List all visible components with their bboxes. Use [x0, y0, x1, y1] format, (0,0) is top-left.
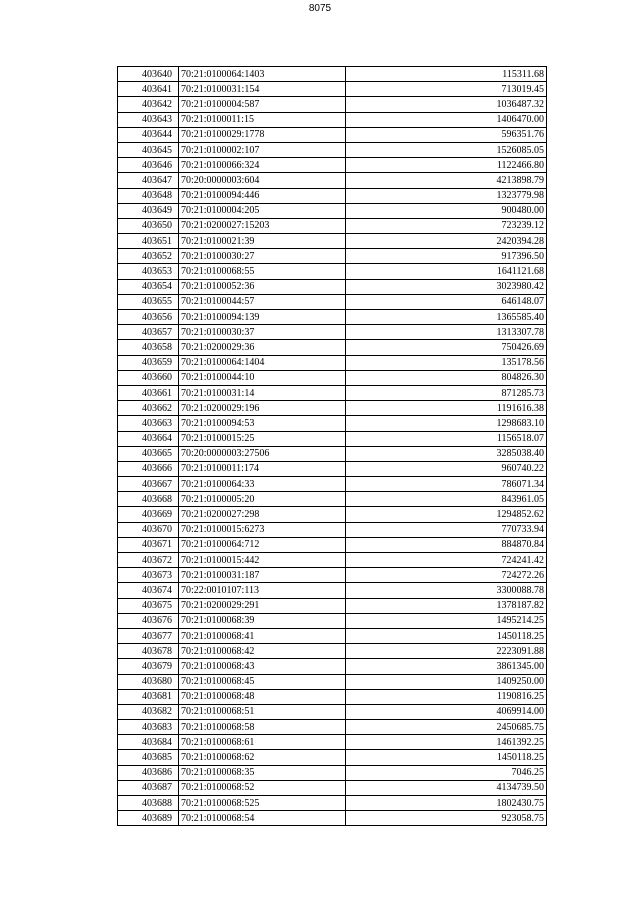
cadastral-number: 70:21:0100004:205 [179, 203, 346, 218]
cadastral-value: 1406470.00 [346, 112, 547, 127]
cadastral-number: 70:21:0100068:42 [179, 644, 346, 659]
cadastral-number: 70:21:0100015:25 [179, 431, 346, 446]
table-row [118, 674, 547, 689]
cadastral-value: 1323779.98 [346, 188, 547, 203]
table-row [118, 158, 547, 173]
row-number: 403680 [118, 674, 179, 689]
cadastral-number: 70:21:0100068:35 [179, 765, 346, 780]
cadastral-value: 1365585.40 [346, 310, 547, 325]
cadastral-number: 70:21:0100068:48 [179, 689, 346, 704]
cadastral-number: 70:21:0100064:33 [179, 477, 346, 492]
row-number: 403676 [118, 613, 179, 628]
cadastral-number: 70:21:0100068:61 [179, 735, 346, 750]
cadastral-value: 1378187.82 [346, 598, 547, 613]
cadastral-number: 70:21:0100011:15 [179, 112, 346, 127]
cadastral-value: 1190816.25 [346, 689, 547, 704]
row-number: 403659 [118, 355, 179, 370]
row-number: 403688 [118, 796, 179, 811]
page-number: 8075 [308, 3, 332, 14]
cadastral-value: 884870.84 [346, 537, 547, 552]
table-row [118, 583, 547, 598]
table-row [118, 310, 547, 325]
table-row [118, 492, 547, 507]
row-number: 403662 [118, 401, 179, 416]
cadastral-number: 70:22:0010107:113 [179, 583, 346, 598]
row-number: 403653 [118, 264, 179, 279]
table-row [118, 355, 547, 370]
table-row [118, 325, 547, 340]
cadastral-value: 7046.25 [346, 765, 547, 780]
cadastral-number: 70:21:0100068:58 [179, 720, 346, 735]
cadastral-number: 70:21:0100029:1778 [179, 127, 346, 142]
cadastral-value: 1122466.80 [346, 158, 547, 173]
table-row [118, 340, 547, 355]
table-row [118, 127, 547, 142]
row-number: 403689 [118, 811, 179, 826]
cadastral-value: 115311.68 [346, 67, 547, 82]
table-row [118, 750, 547, 765]
row-number: 403642 [118, 97, 179, 112]
row-number: 403668 [118, 492, 179, 507]
cadastral-value: 786071.34 [346, 477, 547, 492]
table-row [118, 249, 547, 264]
cadastral-number: 70:21:0100064:712 [179, 537, 346, 552]
table-row [118, 294, 547, 309]
row-number: 403685 [118, 750, 179, 765]
cadastral-value: 3023980.42 [346, 279, 547, 294]
cadastral-number: 70:21:0100068:41 [179, 628, 346, 643]
cadastral-value: 1450118.25 [346, 628, 547, 643]
table-row [118, 416, 547, 431]
row-number: 403673 [118, 568, 179, 583]
table-row [118, 811, 547, 826]
cadastral-value: 1191616.38 [346, 401, 547, 416]
table-row [118, 659, 547, 674]
row-number: 403652 [118, 249, 179, 264]
cadastral-number: 70:21:0100030:27 [179, 249, 346, 264]
table-row [118, 385, 547, 400]
cadastral-number: 70:20:0000003:604 [179, 173, 346, 188]
cadastral-number: 70:21:0100031:14 [179, 385, 346, 400]
cadastral-value: 1409250.00 [346, 674, 547, 689]
table-row [118, 431, 547, 446]
row-number: 403655 [118, 294, 179, 309]
cadastral-value: 724241.42 [346, 553, 547, 568]
cadastral-number: 70:21:0200029:196 [179, 401, 346, 416]
table-row [118, 796, 547, 811]
cadastral-value: 1526085.05 [346, 142, 547, 157]
row-number: 403684 [118, 735, 179, 750]
cadastral-value: 646148.07 [346, 294, 547, 309]
cadastral-value: 3285038.40 [346, 446, 547, 461]
cadastral-number: 70:21:0100066:324 [179, 158, 346, 173]
cadastral-number: 70:21:0100011:174 [179, 461, 346, 476]
table-row [118, 598, 547, 613]
cadastral-number: 70:21:0200029:36 [179, 340, 346, 355]
cadastral-number: 70:20:0000003:27506 [179, 446, 346, 461]
cadastral-value: 1461392.25 [346, 735, 547, 750]
cadastral-number: 70:21:0100004:587 [179, 97, 346, 112]
table-row [118, 720, 547, 735]
table-row [118, 553, 547, 568]
row-number: 403649 [118, 203, 179, 218]
cadastral-number: 70:21:0100044:10 [179, 370, 346, 385]
cadastral-value: 596351.76 [346, 127, 547, 142]
cadastral-number: 70:21:0100005:20 [179, 492, 346, 507]
row-number: 403647 [118, 173, 179, 188]
cadastral-number: 70:21:0100031:154 [179, 82, 346, 97]
cadastral-value: 871285.73 [346, 385, 547, 400]
table-row [118, 67, 547, 82]
cadastral-number: 70:21:0100068:54 [179, 811, 346, 826]
cadastral-number: 70:21:0100094:53 [179, 416, 346, 431]
cadastral-number: 70:21:0100064:1404 [179, 355, 346, 370]
cadastral-value: 713019.45 [346, 82, 547, 97]
row-number: 403687 [118, 780, 179, 795]
cadastral-value: 1641121.68 [346, 264, 547, 279]
cadastral-value: 2420394.28 [346, 234, 547, 249]
row-number: 403661 [118, 385, 179, 400]
row-number: 403671 [118, 537, 179, 552]
row-number: 403640 [118, 67, 179, 82]
table-row [118, 689, 547, 704]
row-number: 403654 [118, 279, 179, 294]
cadastral-number: 70:21:0200029:291 [179, 598, 346, 613]
row-number: 403651 [118, 234, 179, 249]
table-row [118, 644, 547, 659]
cadastral-number: 70:21:0100068:45 [179, 674, 346, 689]
cadastral-value: 2450685.75 [346, 720, 547, 735]
row-number: 403664 [118, 431, 179, 446]
table-body [118, 67, 547, 826]
row-number: 403650 [118, 218, 179, 233]
table-row [118, 279, 547, 294]
cadastral-number: 70:21:0200027:15203 [179, 218, 346, 233]
cadastral-number: 70:21:0100068:43 [179, 659, 346, 674]
table-row [118, 507, 547, 522]
cadastral-value: 1450118.25 [346, 750, 547, 765]
cadastral-value: 4134739.50 [346, 780, 547, 795]
cadastral-value: 1156518.07 [346, 431, 547, 446]
cadastral-number: 70:21:0100030:37 [179, 325, 346, 340]
row-number: 403645 [118, 142, 179, 157]
row-number: 403648 [118, 188, 179, 203]
cadastral-value: 960740.22 [346, 461, 547, 476]
row-number: 403679 [118, 659, 179, 674]
table-row [118, 188, 547, 203]
cadastral-number: 70:21:0100052:36 [179, 279, 346, 294]
cadastral-number: 70:21:0100031:187 [179, 568, 346, 583]
row-number: 403663 [118, 416, 179, 431]
table-row [118, 82, 547, 97]
row-number: 403656 [118, 310, 179, 325]
table-row [118, 142, 547, 157]
cadastral-value: 770733.94 [346, 522, 547, 537]
cadastral-value: 804826.30 [346, 370, 547, 385]
table-row [118, 446, 547, 461]
cadastral-value: 724272.26 [346, 568, 547, 583]
table-row [118, 97, 547, 112]
cadastral-number: 70:21:0100068:39 [179, 613, 346, 628]
cadastral-value: 750426.69 [346, 340, 547, 355]
cadastral-value: 135178.56 [346, 355, 547, 370]
cadastral-number: 70:21:0100068:52 [179, 780, 346, 795]
cadastral-value: 4213898.79 [346, 173, 547, 188]
cadastral-number: 70:21:0100068:525 [179, 796, 346, 811]
cadastral-value: 1495214.25 [346, 613, 547, 628]
cadastral-number: 70:21:0100068:55 [179, 264, 346, 279]
cadastral-value: 1802430.75 [346, 796, 547, 811]
cadastral-number: 70:21:0100021:39 [179, 234, 346, 249]
row-number: 403677 [118, 628, 179, 643]
row-number: 403669 [118, 507, 179, 522]
table-row [118, 735, 547, 750]
row-number: 403657 [118, 325, 179, 340]
table-row [118, 173, 547, 188]
cadastral-number: 70:21:0200027:298 [179, 507, 346, 522]
row-number: 403683 [118, 720, 179, 735]
table-row [118, 218, 547, 233]
cadastral-value: 1294852.62 [346, 507, 547, 522]
cadastral-number: 70:21:0100044:57 [179, 294, 346, 309]
table-row [118, 477, 547, 492]
table-row [118, 613, 547, 628]
row-number: 403686 [118, 765, 179, 780]
row-number: 403660 [118, 370, 179, 385]
cadastral-value: 900480.00 [346, 203, 547, 218]
row-number: 403674 [118, 583, 179, 598]
cadastral-number: 70:21:0100068:62 [179, 750, 346, 765]
table-row [118, 537, 547, 552]
table-row [118, 522, 547, 537]
cadastral-value-table [117, 66, 547, 826]
cadastral-number: 70:21:0100015:442 [179, 553, 346, 568]
table-row [118, 704, 547, 719]
cadastral-value: 3861345.00 [346, 659, 547, 674]
row-number: 403666 [118, 461, 179, 476]
row-number: 403665 [118, 446, 179, 461]
cadastral-number: 70:21:0100002:107 [179, 142, 346, 157]
row-number: 403681 [118, 689, 179, 704]
row-number: 403678 [118, 644, 179, 659]
row-number: 403644 [118, 127, 179, 142]
cadastral-value: 1313307.78 [346, 325, 547, 340]
cadastral-value: 843961.05 [346, 492, 547, 507]
row-number: 403675 [118, 598, 179, 613]
table-row [118, 568, 547, 583]
cadastral-value: 917396.50 [346, 249, 547, 264]
cadastral-value: 923058.75 [346, 811, 547, 826]
row-number: 403658 [118, 340, 179, 355]
table-row [118, 112, 547, 127]
cadastral-number: 70:21:0100094:139 [179, 310, 346, 325]
cadastral-number: 70:21:0100094:446 [179, 188, 346, 203]
cadastral-number: 70:21:0100068:51 [179, 704, 346, 719]
cadastral-value: 1036487.32 [346, 97, 547, 112]
row-number: 403646 [118, 158, 179, 173]
table-row [118, 203, 547, 218]
cadastral-value: 2223091.88 [346, 644, 547, 659]
cadastral-value: 4069914.00 [346, 704, 547, 719]
table-row [118, 628, 547, 643]
cadastral-number: 70:21:0100064:1403 [179, 67, 346, 82]
row-number: 403670 [118, 522, 179, 537]
cadastral-number: 70:21:0100015:6273 [179, 522, 346, 537]
row-number: 403682 [118, 704, 179, 719]
table-row [118, 370, 547, 385]
cadastral-value: 3300088.78 [346, 583, 547, 598]
table-row [118, 461, 547, 476]
row-number: 403667 [118, 477, 179, 492]
table-row [118, 780, 547, 795]
row-number: 403641 [118, 82, 179, 97]
table-row [118, 401, 547, 416]
cadastral-value: 723239.12 [346, 218, 547, 233]
table-row [118, 234, 547, 249]
table-row [118, 264, 547, 279]
table-row [118, 765, 547, 780]
row-number: 403672 [118, 553, 179, 568]
row-number: 403643 [118, 112, 179, 127]
cadastral-value: 1298683.10 [346, 416, 547, 431]
